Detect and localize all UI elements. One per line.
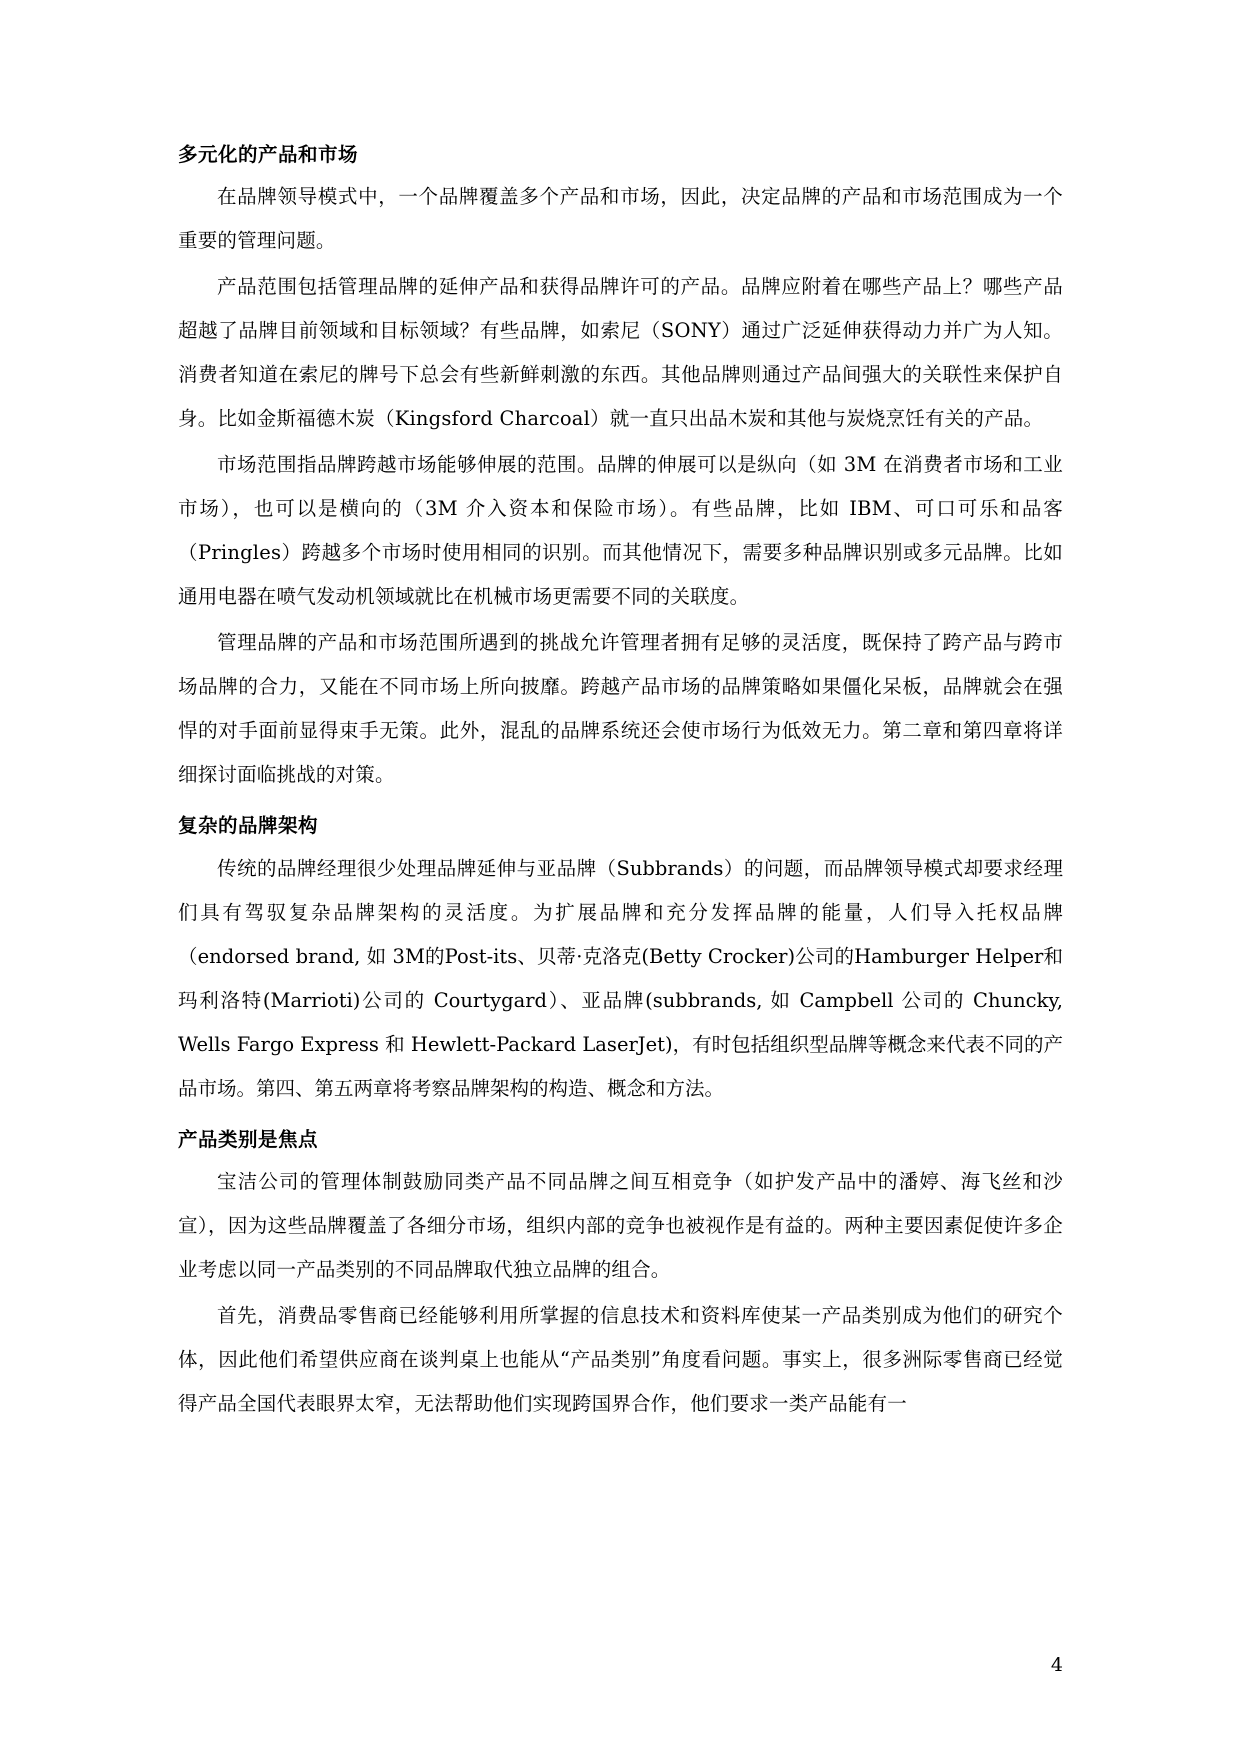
heading-diversified-products-markets: 多元化的产品和市场 [178,143,359,166]
paragraph-brand-leadership-scope: 在品牌领导模式中，一个品牌覆盖多个产品和市场，因此，决定品牌的产品和市场范围成为一个重要的管理问题。 [178,185,1063,253]
page-number: 4 [1050,1654,1063,1676]
heading-complex-brand-architecture: 复杂的品牌架构 [178,814,319,838]
paragraph-retailer-category-view: 首先，消费品零售商已经能够利用所掌握的信息技术和资料库使某一产品类别成为他们的研究个体，因此他们希望供应商在谈判桌上也能从“产品类别”角度看问题。事实上，很多洲际零售商已经觉得产品全国代表眼界太窄，无法帮助他们实现跨国界合作，他们要求一类产品能有一 [178,1303,1063,1415]
heading-product-category-focus: 产品类别是焦点 [178,1127,319,1151]
paragraph-product-scope: 产品范围包括管理品牌的延伸产品和获得品牌许可的产品。品牌应附着在哪些产品上？哪些产品超越了品牌目前领域和目标领域？有些品牌，如索尼（SONY）通过广泛延伸获得动力并广为人知。消费者知道在索尼的牌号下总会有些新鲜刺激的东西。其他品牌则通过产品间强大的关联性来保护自身。比如金斯福德木炭（Kingsford Charcoal）就一直只出品木炭和其他与炭烧烹饪有关的产品。 [178,275,1063,431]
paragraph-managing-scope-challenges: 管理品牌的产品和市场范围所遇到的挑战允许管理者拥有足够的灵活度，既保持了跨产品与跨市场品牌的合力，又能在不同市场上所向披靡。跨越产品市场的品牌策略如果僵化呆板，品牌就会在强悍的对手面前显得束手无策。此外，混乱的品牌系统还会使市场行为低效无力。第二章和第四章将详细探讨面临挑战的对策。 [178,631,1063,787]
paragraph-pg-internal-competition: 宝洁公司的管理体制鼓励同类产品不同品牌之间互相竞争（如护发产品中的潘婷、海飞丝和沙宣），因为这些品牌覆盖了各细分市场，组织内部的竞争也被视作是有益的。两种主要因素促使许多企业考虑以同一产品类别的不同品牌取代独立品牌的组合。 [178,1169,1063,1281]
paragraph-brand-architecture: 传统的品牌经理很少处理品牌延伸与亚品牌（Subbrands）的问题，而品牌领导模式却要求经理们具有驾驭复杂品牌架构的灵活度。为扩展品牌和充分发挥品牌的能量，人们导入托权品牌（endorsed brand, 如 3M的Post-its、贝蒂·克洛克(Betty Crocker)公司的Hamburger Helper和玛利洛特(Marrioti)公司的 Courtygard）、亚品牌(subbrands, 如 Campbell 公司的 Chuncky, Wells Fargo Express 和 Hewlett-Packard LaserJet)，有时包括组织型品牌等概念来代表不同的产品市场。第四、第五两章将考察品牌架构的构造、概念和方法。 [178,856,1063,1100]
paragraph-market-scope: 市场范围指品牌跨越市场能够伸展的范围。品牌的伸展可以是纵向（如 3M 在消费者市场和工业市场），也可以是横向的（3M 介入资本和保险市场）。有些品牌，比如 IBM、可口可乐和品客（Pringles）跨越多个市场时使用相同的识别。而其他情况下，需要多种品牌识别或多元品牌。比如通用电器在喷气发动机领域就比在机械市场更需要不同的关联度。 [178,453,1063,609]
document-body [178,140,1063,1426]
